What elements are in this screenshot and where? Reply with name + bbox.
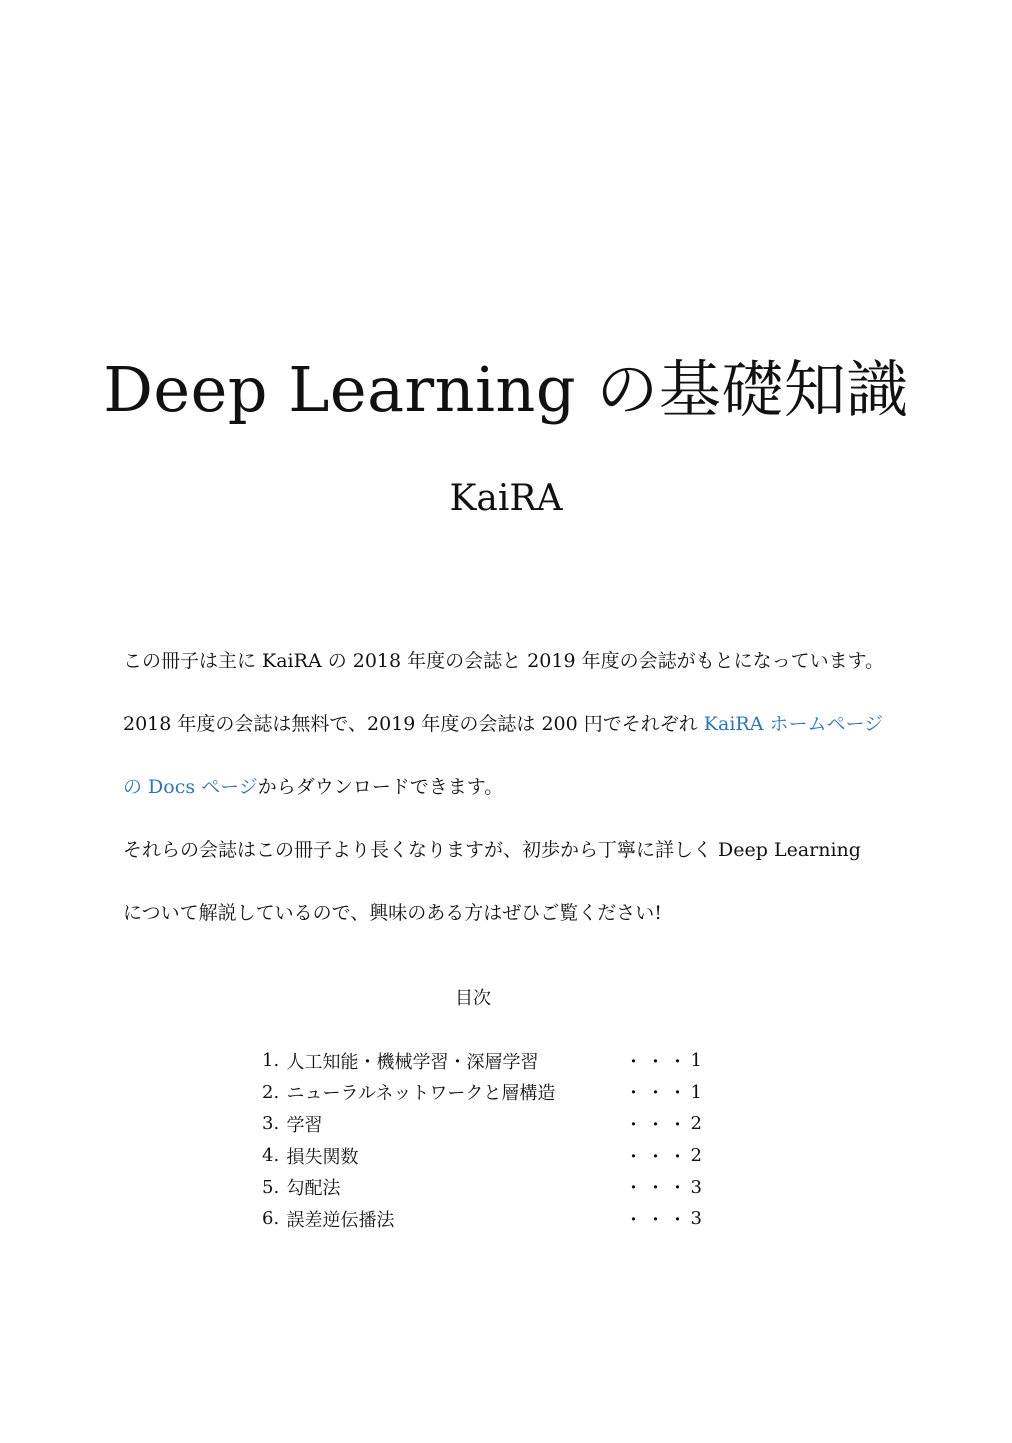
toc-item-page: 2 (690, 1113, 702, 1135)
intro-line-3-text: からダウンロードできます。 (257, 776, 504, 798)
toc-item-number: 2. (262, 1081, 280, 1103)
toc-item-dots: ・・・ (624, 1051, 691, 1073)
docs-page-link[interactable]: の Docs ページ (123, 776, 258, 798)
toc-item-number: 4. (262, 1145, 280, 1167)
intro-line-4: それらの会誌はこの冊子より長くなりますが、初歩から丁寧に詳しく Deep Learning (123, 839, 861, 861)
toc-item-dots: ・・・ (624, 1209, 691, 1231)
toc-item[interactable] (262, 1203, 702, 1235)
toc-item-number: 1. (262, 1050, 280, 1072)
table-of-contents (262, 1045, 702, 1235)
toc-item-dots: ・・・ (624, 1178, 691, 1200)
intro-section (123, 630, 933, 945)
intro-line-5: について解説しているので、興味のある方はぜひご覧ください! (123, 902, 662, 924)
toc-item[interactable] (262, 1171, 702, 1203)
toc-item-label: 勾配法 (286, 1178, 341, 1200)
toc-item-label: 学習 (286, 1114, 323, 1136)
toc-item-page: 1 (690, 1081, 702, 1103)
kaira-homepage-link[interactable]: KaiRA ホームページ (703, 713, 884, 735)
toc-item-page: 2 (690, 1145, 702, 1167)
toc-item[interactable] (262, 1140, 702, 1172)
toc-item-dots: ・・・ (624, 1146, 691, 1168)
toc-item-label: ニューラルネットワークと層構造 (286, 1083, 556, 1105)
toc-item-dots: ・・・ (624, 1083, 691, 1105)
toc-item-number: 5. (262, 1176, 280, 1198)
toc-heading: 目次 (455, 988, 491, 1009)
toc-item-number: 6. (262, 1208, 280, 1230)
toc-item-page: 1 (690, 1050, 702, 1072)
toc-item-label: 人工知能・機械学習・深層学習 (286, 1051, 539, 1073)
intro-line-1: この冊子は主に KaiRA の 2018 年度の会誌と 2019 年度の会誌がもとになっています。 (123, 650, 885, 672)
toc-item-dots: ・・・ (624, 1114, 691, 1136)
toc-item-page: 3 (690, 1176, 702, 1198)
toc-item-page: 3 (690, 1208, 702, 1230)
toc-item[interactable] (262, 1108, 702, 1140)
toc-item[interactable] (262, 1077, 702, 1109)
author-name: KaiRA (449, 478, 563, 519)
toc-item-number: 3. (262, 1113, 280, 1135)
toc-item[interactable] (262, 1045, 702, 1077)
toc-item-label: 損失関数 (286, 1146, 359, 1168)
toc-item-label: 誤差逆伝播法 (286, 1209, 395, 1231)
page-title: Deep Learning の基礎知識 (103, 353, 909, 426)
intro-line-2 (123, 693, 933, 756)
intro-line-3 (123, 756, 933, 819)
intro-line-2-text: 2018 年度の会誌は無料で、2019 年度の会誌は 200 円でそれぞれ (123, 713, 704, 735)
